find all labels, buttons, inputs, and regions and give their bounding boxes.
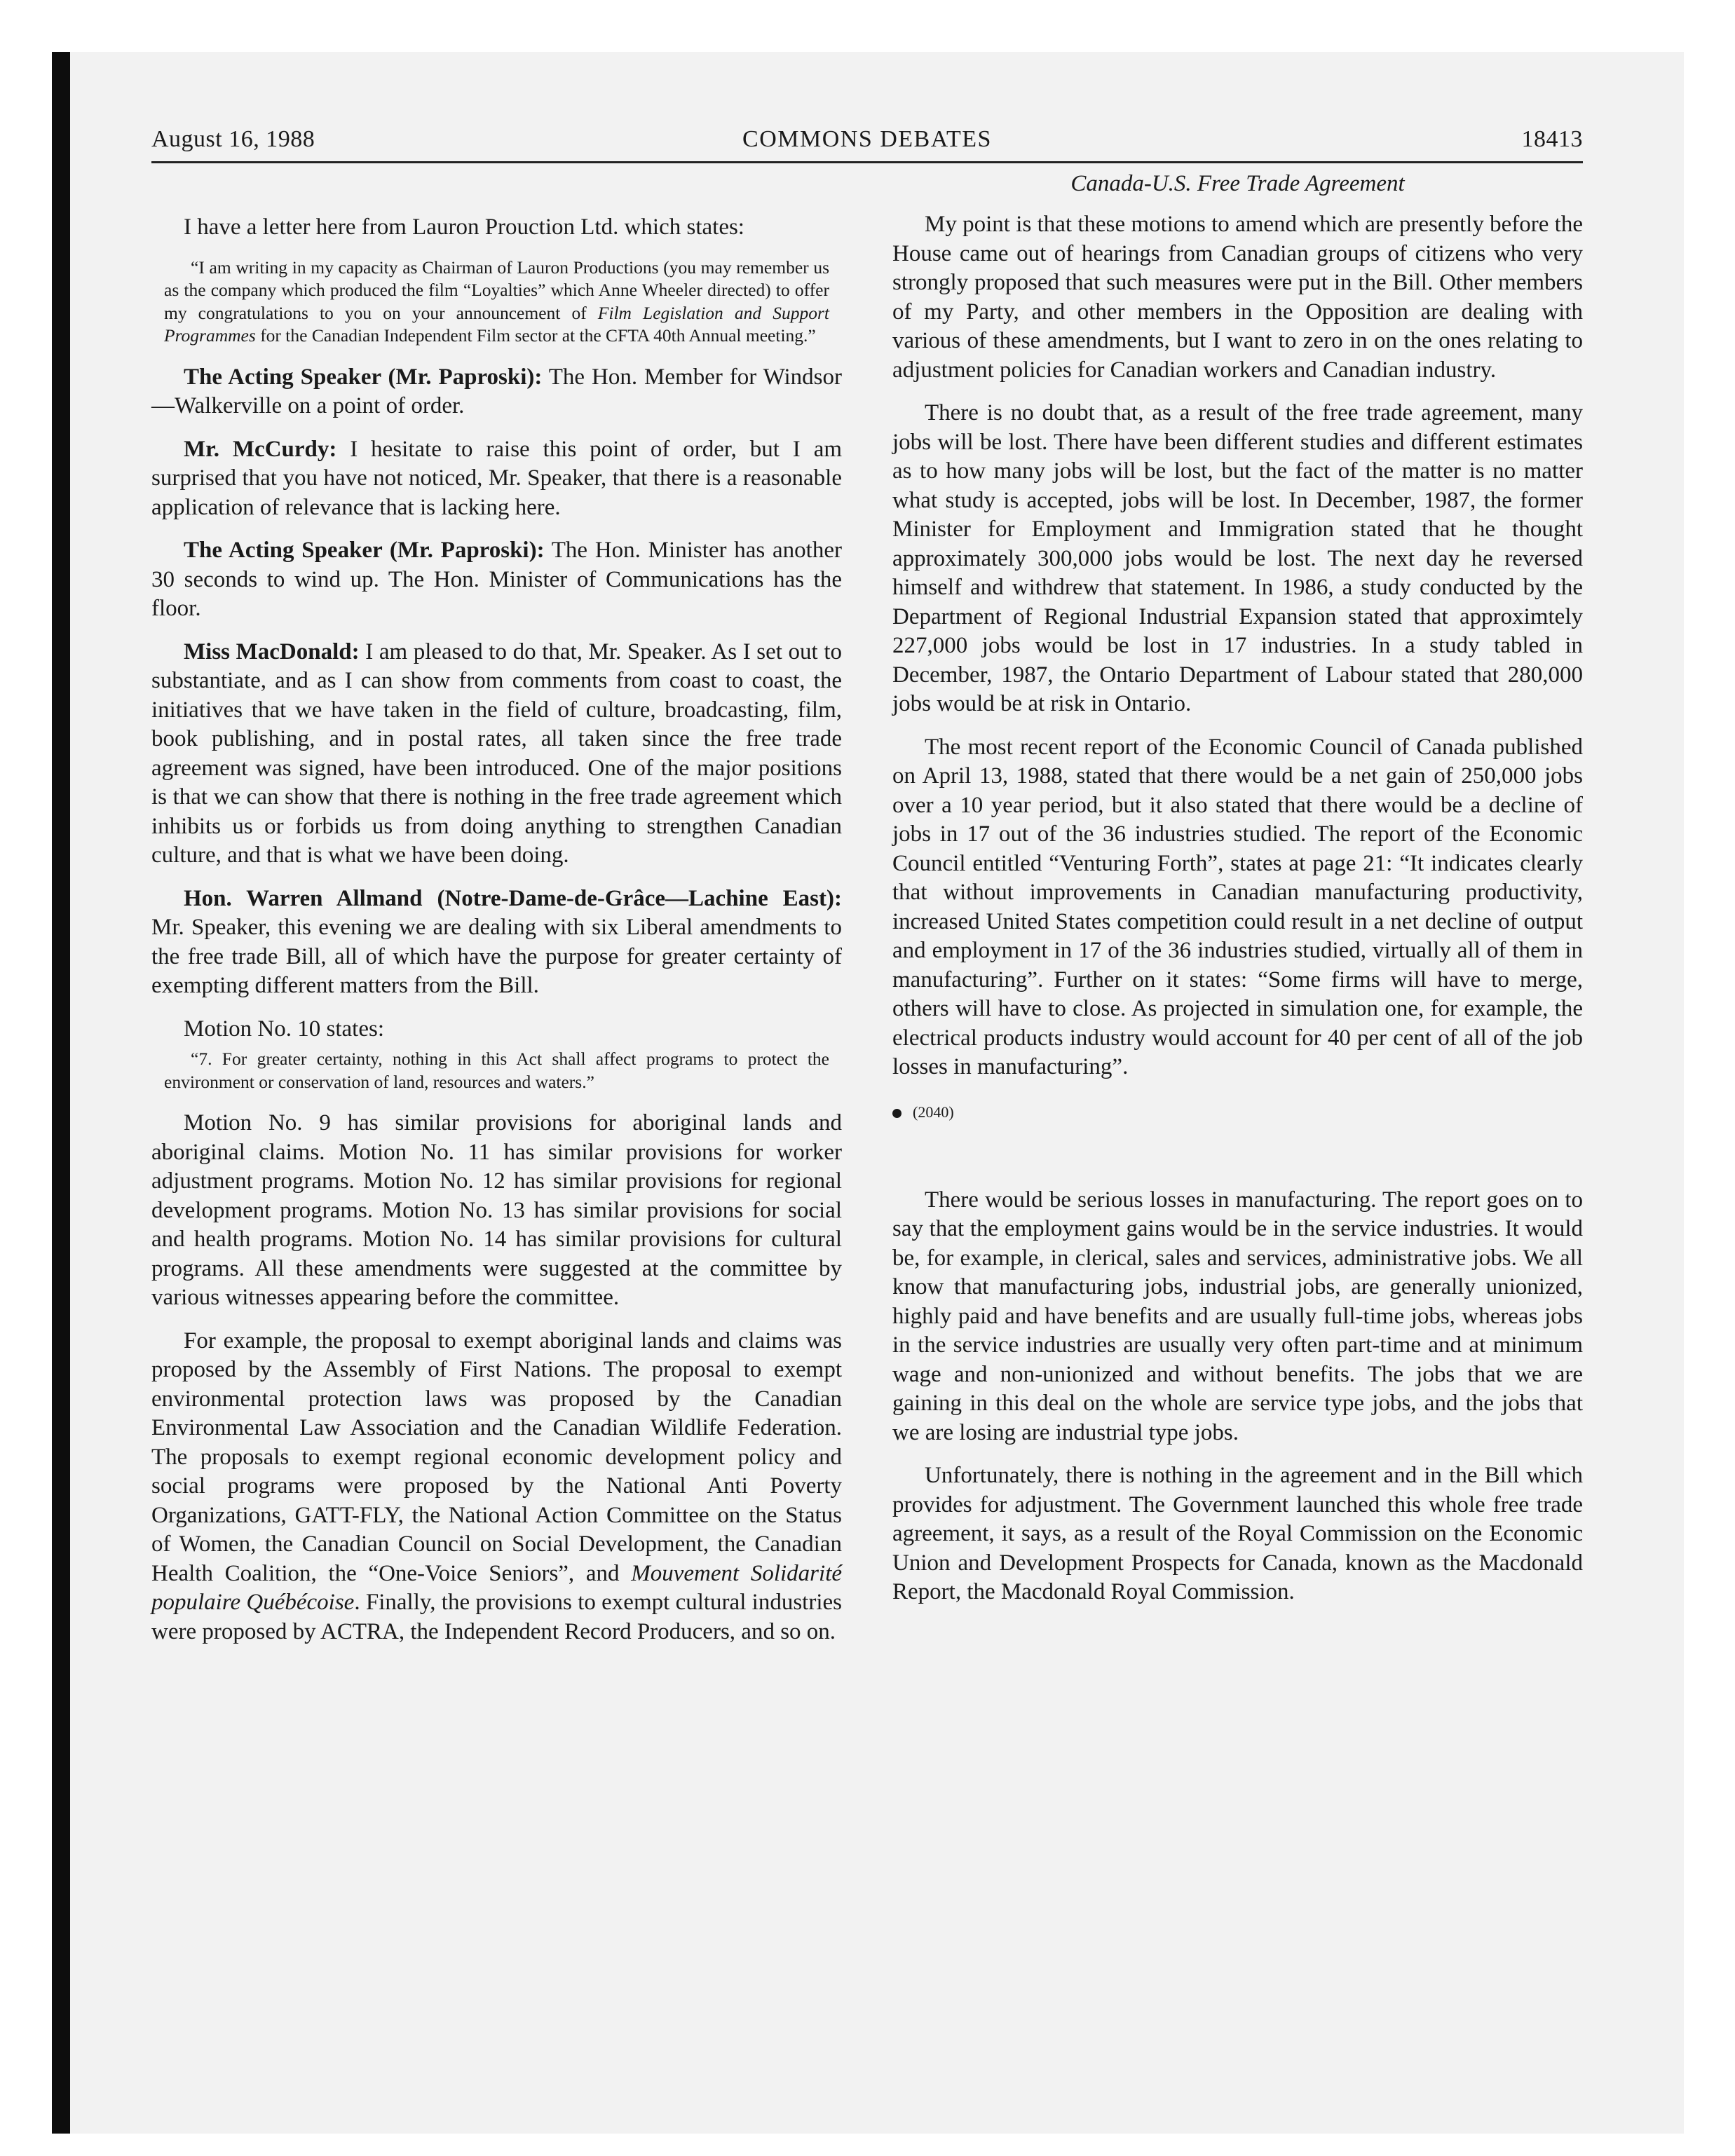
speaker-name: Mr. McCurdy:	[184, 436, 337, 462]
time-marker	[892, 1102, 1583, 1123]
quote-italic-text: Film Legislation and Support Programmes	[164, 302, 829, 346]
paragraph-text: . Finally, the provisions to exempt cultural industries were proposed by ACTRA, the Independent Record Producers, and so on.	[151, 1590, 842, 1644]
left-column	[151, 213, 842, 1660]
block-quote-letter	[151, 257, 842, 348]
quote-text: for the Canadian Independent Film sector at the CFTA 40th Annual meeting.”	[255, 325, 816, 346]
paragraph	[151, 536, 842, 624]
speaker-name: The Acting Speaker (Mr. Paproski):	[184, 538, 545, 563]
header-date: August 16, 1988	[151, 126, 315, 152]
speaker-name: Hon. Warren Allmand (Notre-Dame-de-Grâce—Lachine East):	[184, 885, 842, 911]
speech-text: I am pleased to do that, Mr. Speaker. As I set out to substantiate, and as I can show from comments from coast to coast, the initiatives that we have taken in the field of culture, broadcasting, film, book publishing, and in postal rates, all taken since the free trade agreement was signed, have been introduced. One of the major positions is that we can show that there is nothing in the free trade agreement which inhibits us or forbids us from doing anything to strengthen Canadian culture, and that is what we have been doing.	[151, 639, 842, 868]
speech-text: Mr. Speaker, this evening we are dealing with six Liberal amendments to the free trade Bill, all of which have the purpose for greater certainty of exempting different matters from the Bill.	[151, 915, 842, 998]
paragraph	[151, 1327, 842, 1647]
document-page	[151, 126, 1583, 2103]
header-title: COMMONS DEBATES	[742, 126, 992, 152]
paragraph: There is no doubt that, as a result of the free trade agreement, many jobs will be lost. There have been different studies and different estimates as to how many jobs will be lost, but the fact of the matter is no matter what study is accepted, jobs will be lost. In December, 1987, the former Minister for Employment and Immigration stated that he thought approximately 300,000 jobs would be lost. The next day he reversed himself and withdrew that statement. In 1986, a study conducted by the Department of Regional Industrial Expansion stated that approximtely 227,000 jobs would be lost in 17 industries. In a study tabled in December, 1987, the Ontario Department of Labour stated that 280,000 jobs would be at risk in Ontario.	[892, 400, 1583, 716]
paragraph	[151, 885, 842, 1001]
running-head: Canada-U.S. Free Trade Agreement	[1070, 171, 1405, 196]
paragraph: I have a letter here from Lauron Prouction Ltd. which states:	[184, 214, 744, 240]
paragraph: Unfortunately, there is nothing in the agreement and in the Bill which provides for adjustment. The Government launched this whole free trade agreement, it says, as a result of the Royal Commission on the Economic Union and Development Prospects for Canada, known as the Macdonald Report, the Macdonald Royal Commission.	[892, 1463, 1583, 1604]
paragraph: There would be serious losses in manufacturing. The report goes on to say that the employment gains would be in the service industries. It would be, for example, in clerical, sales and services, administrative jobs. We all know that manufacturing jobs, industrial jobs, are generally unionized, highly paid and have benefits and are usually full-time jobs, whereas jobs in the service industries are usually very often part-time and at minimum wage and non-unionized and without benefits. The jobs that we are gaining in this deal on the whole are service type jobs, and the jobs that we are losing are industrial type jobs.	[892, 1187, 1583, 1445]
paragraph	[151, 363, 842, 421]
bullet-icon	[892, 1109, 901, 1118]
right-column	[892, 170, 1583, 1621]
binding-edge	[52, 52, 70, 2134]
paragraph	[151, 435, 842, 523]
paragraph: My point is that these motions to amend which are presently before the House came out of hearings from Canadian groups of citizens who very strongly proposed that such measures were put in the Bill. Other members of my Party, and other members in the Opposition are dealing with various of these amendments, but I want to zero in on the ones relating to adjustment policies for Canadian workers and Canadian industry.	[892, 212, 1583, 383]
quote-text: “I am writing in my capacity as Chairman of Lauron Productions (you may remember us as the company which produced the film “Loyalties” which Anne Wheeler directed) to offer my congratulations to you on your announcement of	[164, 257, 829, 323]
header-page-number: 18413	[1521, 126, 1583, 152]
speech-text: The Hon. Member for Windsor—Walkerville on a point of order.	[151, 364, 842, 418]
speaker-name: The Acting Speaker (Mr. Paproski):	[184, 364, 543, 390]
time-marker-text: (2040)	[913, 1103, 954, 1121]
speech-text: The Hon. Minister has another 30 seconds to wind up. The Hon. Minister of Communications has the floor.	[151, 538, 842, 621]
paragraph	[151, 638, 842, 871]
page-header	[151, 126, 1583, 163]
speaker-name: Miss MacDonald:	[184, 639, 360, 664]
paragraph-text: For example, the proposal to exempt aboriginal lands and claims was proposed by the Assembly of First Nations. The proposal to exempt environmental protection laws was proposed by the Canadian Environmental Law Association and the Canadian Wildlife Federation. The proposals to exempt regional economic development policy and social programs were proposed by the National Anti Poverty Organizations, GATT-FLY, the National Action Committee on the Status of Women, the Canadian Council on Social Development, the Canadian Health Coalition, the “One-Voice Seniors”, and	[151, 1328, 842, 1586]
paragraph: Motion No. 10 states:	[184, 1016, 384, 1042]
speech-text: I hesitate to raise this point of order, but I am surprised that you have not noticed, Mr. Speaker, that there is a reasonable application of relevance that is lacking here.	[151, 436, 843, 520]
paragraph-italic-text: Mouvement Solidarité populaire Québécoise	[151, 1560, 843, 1615]
block-quote-motion: “7. For greater certainty, nothing in this Act shall affect programs to protect the environment or conservation of land, resources and waters.”	[164, 1049, 829, 1092]
paragraph: Motion No. 9 has similar provisions for aboriginal lands and aboriginal claims. Motion No. 11 has similar provisions for worker adjustment programs. Motion No. 12 has similar provisions for regional development programs. Motion No. 13 has similar provisions for social and health programs. Motion No. 14 has similar provisions for cultural programs. All these amendments were suggested at the committee by various witnesses appearing before the committee.	[151, 1110, 842, 1310]
paragraph: The most recent report of the Economic Council of Canada published on April 13, 1988, stated that there would be a net gain of 250,000 jobs over a 10 year period, but it also stated that there would be a decline of jobs in 17 out of the 36 industries studied. The report of the Economic Council entitled “Venturing Forth”, states at page 21: “It indicates clearly that without improvements in Canadian manufacturing productivity, increased United States competition could result in a net decline of output and employment in 17 of the 36 industries studied, virtually all of them in manufacturing”. Further on it states: “Some firms will have to merge, others will have to close. As projected in simulation one, for example, the electrical products industry would account for 40 per cent of all of the job losses in manufacturing”.	[892, 734, 1583, 1079]
